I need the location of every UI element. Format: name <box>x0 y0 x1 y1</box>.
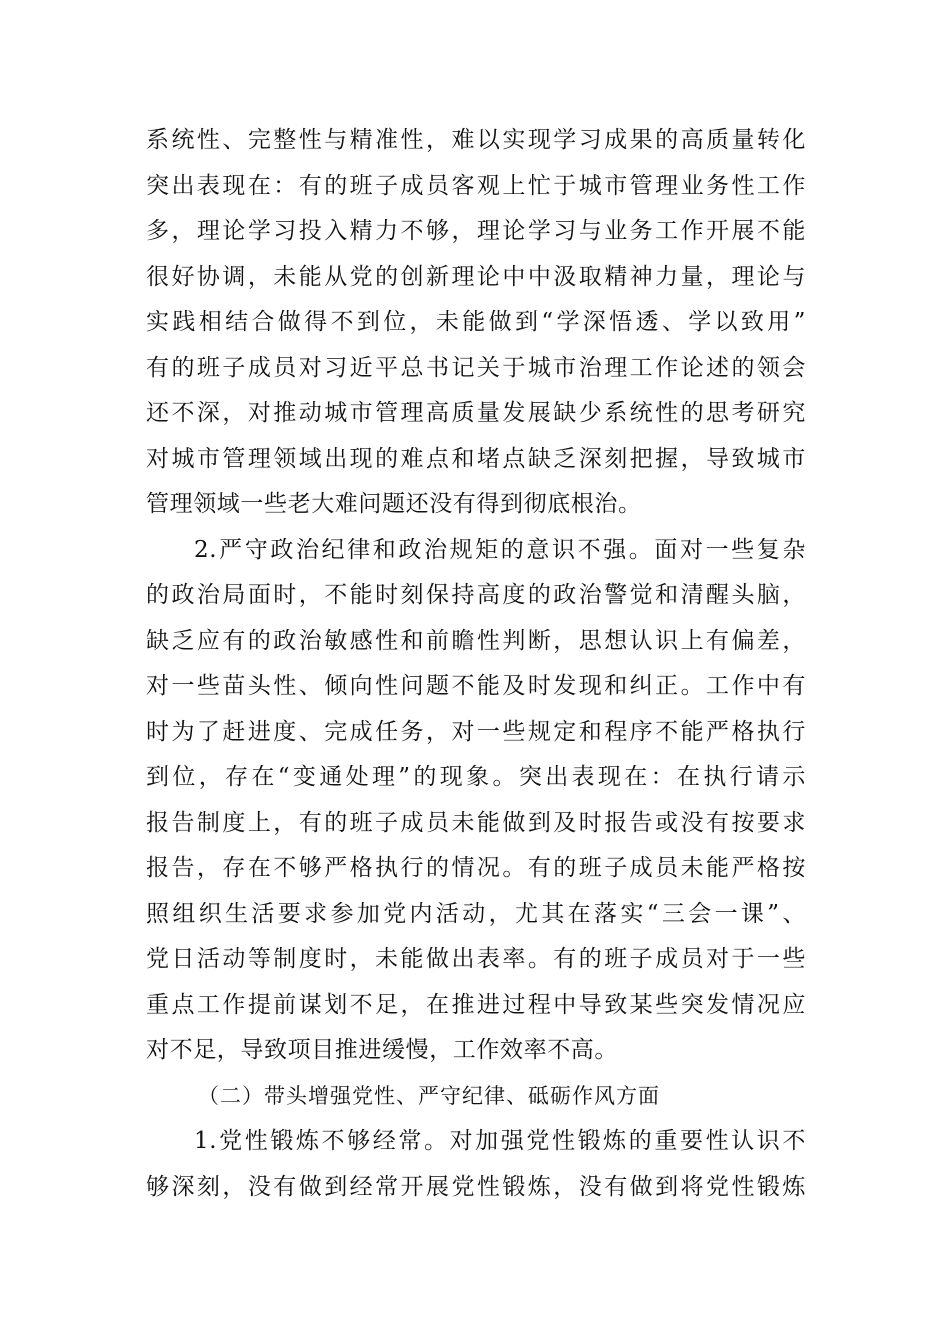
text-line: 对一些苗头性、倾向性问题不能及时发现和纠正。工作中有 <box>146 673 806 699</box>
text-line: 的政治局面时，不能时刻保持高度的政治警觉和清醒头脑， <box>146 582 806 608</box>
text-line: 系统性、完整性与精准性，难以实现学习成果的高质量转化 <box>146 127 806 153</box>
section-heading: （二）带头增强党性、严守纪律、砥砺作风方面 <box>198 1083 660 1108</box>
text-line: 多，理论学习投入精力不够，理论学习与业务工作开展不能 <box>146 218 806 244</box>
document-body <box>146 118 806 1210</box>
text-line: 缺乏应有的政治敏感性和前瞻性判断，思想认识上有偏差， <box>146 627 806 654</box>
text-line: 对不足，导致项目推进缓慢，工作效率不高。 <box>146 1037 618 1063</box>
text-line: 报告制度上，有的班子成员未能做到及时报告或没有按要求 <box>146 809 806 836</box>
text-line: 对城市管理领域出现的难点和堵点缺乏深刻把握，导致城市 <box>146 445 806 472</box>
text-line: 管理领域一些老大难问题还没有得到彻底根治。 <box>146 491 642 517</box>
text-line: 很好协调，未能从党的创新理论中中汲取精神力量，理论与 <box>146 263 806 290</box>
paragraph-start-line: 1.党性锻炼不够经常。对加强党性锻炼的重要性认识不 <box>194 1128 806 1154</box>
text-line: 够深刻，没有做到经常开展党性锻炼，没有做到将党性锻炼 <box>146 1173 806 1200</box>
text-line: 时为了赶进度、完成任务，对一些规定和程序不能严格执行 <box>146 718 806 745</box>
text-line: 照组织生活要求参加党内活动，尤其在落实“三会一课”、 <box>146 900 806 927</box>
text-line: 实践相结合做得不到位，未能做到“学深悟透、学以致用” <box>146 309 806 335</box>
text-line: 还不深，对推动城市管理高质量发展缺少系统性的思考研究 <box>146 400 806 426</box>
text-line: 突出表现在：有的班子成员客观上忙于城市管理业务性工作 <box>146 172 806 199</box>
text-line: 党日活动等制度时，未能做出表率。有的班子成员对于一些 <box>146 946 806 972</box>
text-line: 报告，存在不够严格执行的情况。有的班子成员未能严格按 <box>146 855 806 881</box>
paragraph-start-line: 2.严守政治纪律和政治规矩的意识不强。面对一些复杂 <box>194 536 806 563</box>
text-line: 有的班子成员对习近平总书记关于城市治理工作论述的领会 <box>146 354 806 381</box>
text-line: 到位，存在“变通处理”的现象。突出表现在：在执行请示 <box>146 764 806 790</box>
text-line: 重点工作提前谋划不足，在推进过程中导致某些突发情况应 <box>146 991 806 1018</box>
